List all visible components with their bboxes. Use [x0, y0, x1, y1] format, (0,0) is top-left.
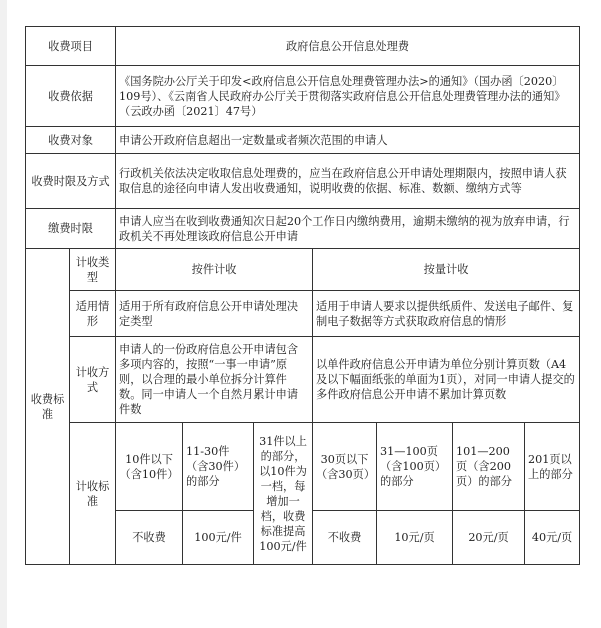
- sub-label-criteria: 计收标准: [70, 423, 116, 565]
- tier-price: 不收费: [313, 511, 377, 565]
- row-label-object: 收费对象: [26, 127, 116, 154]
- sub-label-method: 计收方式: [70, 337, 116, 423]
- scope-by-quantity: 适用于申请人要求以提供纸质件、发送电子邮件、复制电子数据等方式获取政府信息的情形: [313, 291, 580, 337]
- row-label-deadline: 缴费时限: [26, 209, 116, 249]
- tier-price: 40元/页: [525, 511, 580, 565]
- tier-range: 11-30件（含30件）的部分: [183, 423, 254, 511]
- table-row-scope: [26, 291, 580, 337]
- table-row-tier-ranges: [26, 423, 580, 511]
- left-margin-strip: [0, 0, 7, 628]
- method-value: 行政机关依法决定收取信息处理费的，应当在政府信息公开申请处理期限内，按照申请人获取信息的途径向申请人发出收费通知，说明收费的依据、标准、数额、缴纳方式等: [116, 154, 580, 209]
- tier-range: 31—100页（含100页）的部分: [377, 423, 453, 511]
- table-row-deadline: [26, 209, 580, 249]
- method-by-quantity: 以单件政府信息公开申请为单位分别计算页数（A4及以下幅面纸张的单面为1页），对同一申请人提交的多件政府信息公开申请不累加计算页数: [313, 337, 580, 423]
- fee-table: [25, 26, 580, 565]
- deadline-value: 申请人应当在收到收费通知次日起20个工作日内缴纳费用，逾期未缴纳的视为放弃申请，行政机关不再处理该政府信息公开申请: [116, 209, 580, 249]
- tier-price: 10元/页: [377, 511, 453, 565]
- tier-range: 30页以下（含30页）: [313, 423, 377, 511]
- table-row-calc-method: [26, 337, 580, 423]
- table-row-type: [26, 249, 580, 291]
- row-label-basis: 收费依据: [26, 66, 116, 127]
- tier-range: 10件以下（含10件）: [116, 423, 183, 511]
- object-value: 申请公开政府信息超出一定数量或者频次范围的申请人: [116, 127, 580, 154]
- tier-range: 31件以上的部分，以10件为一档，每增加一档，收费标准提高100元/件: [254, 423, 313, 565]
- type-by-item: 按件计收: [116, 249, 313, 291]
- type-by-quantity: 按量计收: [313, 249, 580, 291]
- method-by-item: 申请人的一份政府信息公开申请包含多项内容的，按照“一事一申请”原则，以合理的最小单位拆分计算件数。同一申请人一个自然月累计申请件数: [116, 337, 313, 423]
- tier-price: 100元/件: [183, 511, 254, 565]
- tier-price: 20元/页: [453, 511, 525, 565]
- table-row-basis: [26, 66, 580, 127]
- table-row-project: [26, 27, 580, 66]
- row-label-method: 收费时限及方式: [26, 154, 116, 209]
- tier-price: 不收费: [116, 511, 183, 565]
- row-label-project: 收费项目: [26, 27, 116, 66]
- tier-range: 201页以上的部分: [525, 423, 580, 511]
- scope-by-item: 适用于所有政府信息公开申请处理决定类型: [116, 291, 313, 337]
- basis-value: 《国务院办公厅关于印发<政府信息公开信息处理费管理办法>的通知》（国办函〔2020〕109号）、《云南省人民政府办公厅关于贯彻落实政府信息公开信息处理费管理办法的通知》（云政办函〔2021〕47号）: [116, 66, 580, 127]
- row-label-standard: 收费标准: [26, 249, 70, 565]
- sub-label-scope: 适用情形: [70, 291, 116, 337]
- table-row-object: [26, 127, 580, 154]
- table-row-method: [26, 154, 580, 209]
- project-value: 政府信息公开信息处理费: [116, 27, 580, 66]
- tier-range: 101—200页（含200页）的部分: [453, 423, 525, 511]
- sub-label-type: 计收类型: [70, 249, 116, 291]
